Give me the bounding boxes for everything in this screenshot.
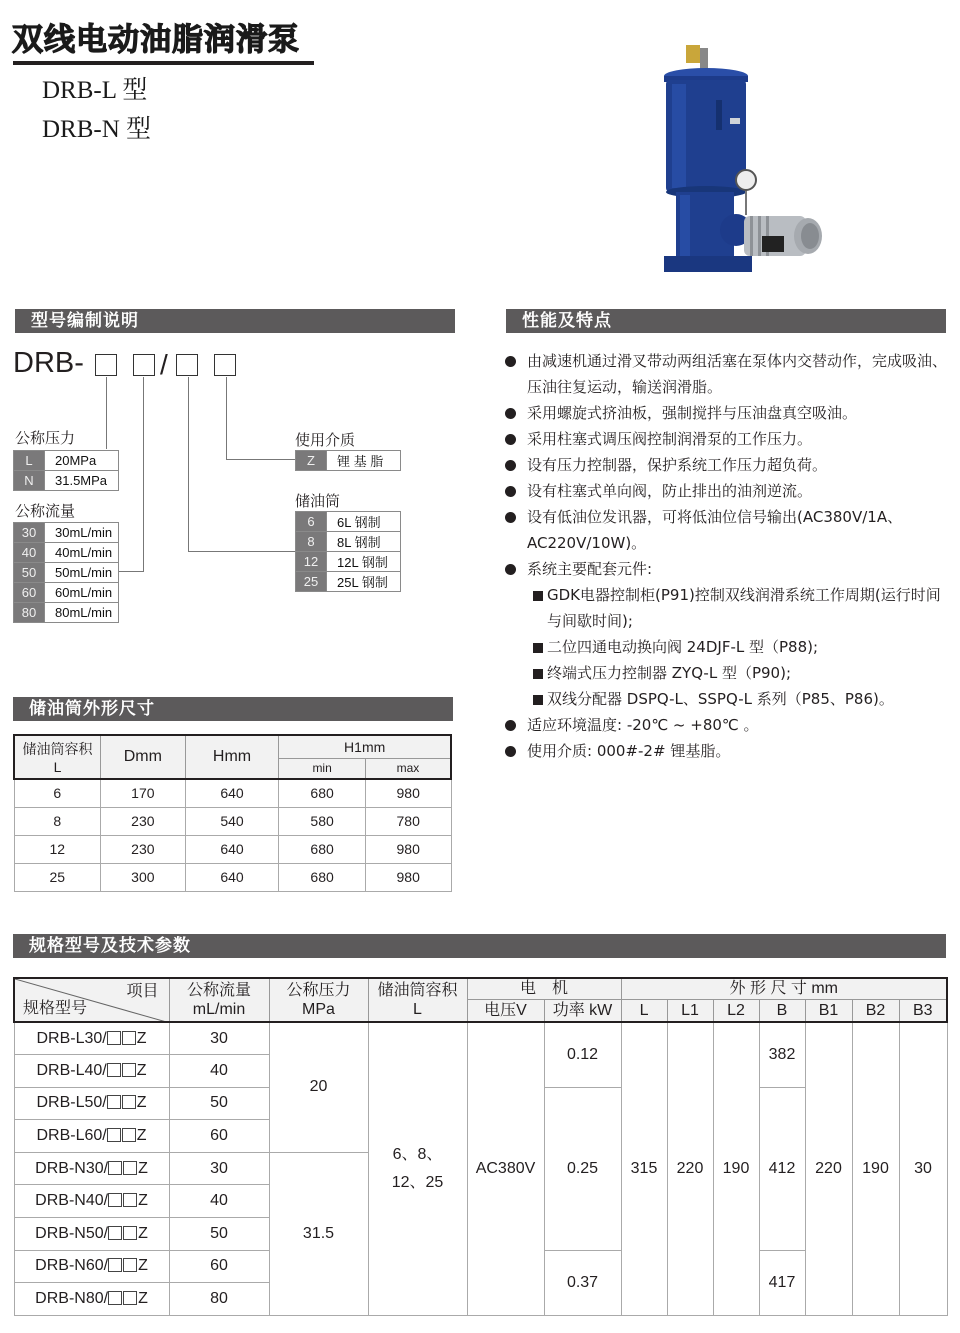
legend-row: 25 25L 钢制 xyxy=(296,572,401,592)
col-header-pressure: 公称压力 MPa xyxy=(269,978,368,1022)
col-header-d: Dmm xyxy=(101,735,186,779)
power-cell-1: 0.12 xyxy=(544,1022,621,1087)
pump-illustration-icon xyxy=(658,40,833,275)
col-header-flow: 公称流量 mL/min xyxy=(169,978,269,1022)
col-header-volume: 储油筒容积 L xyxy=(14,735,101,779)
model-cell: DRB-N40/ Z xyxy=(14,1185,169,1218)
col-header-max: max xyxy=(365,758,451,779)
legend-row: 40 40mL/min xyxy=(14,543,119,563)
bullet-icon xyxy=(505,720,516,731)
power-cell-3: 0.37 xyxy=(544,1250,621,1315)
col-header-dims: 外 形 尺 寸 mm xyxy=(621,978,947,999)
section-header-features: 性能及特点 xyxy=(506,309,946,333)
connector-flow-v xyxy=(143,377,144,571)
bullet-icon xyxy=(505,434,516,445)
code-slot-flow xyxy=(133,354,155,376)
feature-subitem: 终端式压力控制器 ZYQ-L 型（P90); xyxy=(505,660,950,686)
legend-row: 8 8L 钢制 xyxy=(296,532,401,552)
product-photo xyxy=(658,40,833,275)
section-header-tank-dims: 储油筒外形尺寸 xyxy=(13,697,453,721)
code-slot-medium xyxy=(214,354,236,376)
model-cell: DRB-N80/ Z xyxy=(14,1283,169,1316)
legend-row: 80 80mL/min xyxy=(14,603,119,623)
feature-item: 采用柱塞式调压阀控制润滑泵的工作压力。 xyxy=(505,426,950,452)
bullet-icon xyxy=(505,486,516,497)
model-cell: DRB-L60/ Z xyxy=(14,1120,169,1153)
section-header-specs: 规格型号及技术参数 xyxy=(13,934,946,958)
tank-dimensions-table xyxy=(13,734,452,892)
connector-pressure xyxy=(106,377,107,449)
table-row: 25 300 640 680 980 xyxy=(14,863,451,891)
feature-item: 使用介质: 000#-2# 锂基脂。 xyxy=(505,738,950,764)
col-header-B: B xyxy=(759,999,805,1022)
col-header-power: 功率 kW xyxy=(544,999,621,1022)
model-cell: DRB-N60/ Z xyxy=(14,1250,169,1283)
col-header-motor: 电 机 xyxy=(467,978,621,999)
col-header-h1: H1mm xyxy=(279,735,451,758)
bullet-icon xyxy=(505,746,516,757)
col-header-model-item: 项目 规格型号 xyxy=(14,978,169,1022)
col-header-h: Hmm xyxy=(185,735,279,779)
section-header-coding: 型号编制说明 xyxy=(15,309,455,333)
page-title: 双线电动油脂润滑泵 xyxy=(12,22,300,58)
b-cell-3: 417 xyxy=(759,1250,805,1315)
bullet-icon xyxy=(505,512,516,523)
voltage-cell: AC380V xyxy=(467,1022,544,1315)
legend-row: Z 锂 基 脂 xyxy=(296,451,401,471)
title-underline xyxy=(13,61,314,65)
legend-table-pressure xyxy=(13,450,119,491)
feature-item: 设有低油位发讯器，可将低油位信号输出(AC380V/1A、AC220V/10W)。 xyxy=(505,504,950,556)
power-cell-2: 0.25 xyxy=(544,1087,621,1250)
model-cell: DRB-L40/ Z xyxy=(14,1055,169,1088)
col-header-L1: L1 xyxy=(667,999,713,1022)
col-header-B3: B3 xyxy=(899,999,947,1022)
legend-row: L 20MPa xyxy=(14,451,119,471)
table-row: DRB-L50/ Z 50 0.25 412 xyxy=(14,1087,947,1120)
model-cell: DRB-L50/ Z xyxy=(14,1087,169,1120)
connector-medium-h xyxy=(226,459,296,460)
feature-item: 设有压力控制器，保护系统工作压力超负荷。 xyxy=(505,452,950,478)
feature-item: 适应环境温度: -20℃ ~ +80℃ 。 xyxy=(505,712,950,738)
col-header-voltage: 电压V xyxy=(467,999,544,1022)
pressure-cell-l: 20 xyxy=(269,1022,368,1152)
model-cell: DRB-N30/ Z xyxy=(14,1152,169,1185)
feature-item: 系统主要配套元件: xyxy=(505,556,950,582)
connector-tank-v xyxy=(188,377,189,551)
legend-table-flow xyxy=(13,522,119,623)
model-name-l: DRB-L 型 xyxy=(42,77,148,104)
col-header-B2: B2 xyxy=(852,999,899,1022)
model-name-n: DRB-N 型 xyxy=(42,116,152,143)
table-row: 12 230 640 680 980 xyxy=(14,835,451,863)
connector-medium-v xyxy=(226,377,227,459)
legend-row: N 31.5MPa xyxy=(14,471,119,491)
legend-label-flow: 公称流量 xyxy=(15,502,76,520)
legend-row: 50 50mL/min xyxy=(14,563,119,583)
legend-label-pressure: 公称压力 xyxy=(15,429,76,447)
table-row: DRB-N80/ Z 80 xyxy=(14,1283,947,1316)
table-row: DRB-N60/ Z 60 0.37 417 xyxy=(14,1250,947,1283)
feature-subitem: GDK电器控制柜(P91)控制双线润滑系统工作周期(运行时间与间歇时间); xyxy=(505,582,950,634)
square-bullet-icon xyxy=(533,643,543,653)
pressure-cell-n: 31.5 xyxy=(269,1152,368,1315)
col-header-tank: 储油筒容积 L xyxy=(368,978,467,1022)
code-slash: / xyxy=(160,349,168,380)
legend-label-medium: 使用介质 xyxy=(295,431,356,449)
table-row: 6 170 640 680 980 xyxy=(14,779,451,807)
col-header-min: min xyxy=(279,758,366,779)
table-row: DRB-L30/ Z 30 20 6、8、 12、25 AC380V 0.12 315 220 190 382 220 190 30 xyxy=(14,1022,947,1055)
legend-row: 60 60mL/min xyxy=(14,583,119,603)
col-header-B1: B1 xyxy=(805,999,852,1022)
square-bullet-icon xyxy=(533,669,543,679)
legend-row: 12 12L 钢制 xyxy=(296,552,401,572)
feature-item: 由减速机通过滑叉带动两组活塞在泵体内交替动作，完成吸油、压油往复运动，输送润滑脂。 xyxy=(505,348,950,400)
legend-table-tank xyxy=(295,511,401,592)
table-row: DRB-N50/ Z 50 xyxy=(14,1218,947,1251)
code-slot-pressure xyxy=(95,354,117,376)
bullet-icon xyxy=(505,408,516,419)
feature-item: 设有柱塞式单向阀，防止排出的油剂逆流。 xyxy=(505,478,950,504)
bullet-icon xyxy=(505,564,516,575)
connector-tank-h xyxy=(188,551,296,552)
col-header-L2: L2 xyxy=(713,999,759,1022)
features-list xyxy=(505,348,950,764)
code-prefix: DRB- xyxy=(13,347,84,379)
code-slot-tank xyxy=(176,354,198,376)
table-row: DRB-N40/ Z 40 xyxy=(14,1185,947,1218)
bullet-icon xyxy=(505,356,516,367)
table-row: 8 230 540 580 780 xyxy=(14,807,451,835)
legend-label-tank: 储油筒 xyxy=(295,492,341,510)
square-bullet-icon xyxy=(533,695,543,705)
b-cell-2: 412 xyxy=(759,1087,805,1250)
legend-row: 30 30mL/min xyxy=(14,523,119,543)
model-cell: DRB-L30/ Z xyxy=(14,1022,169,1055)
table-row: DRB-L40/ Z 40 xyxy=(14,1055,947,1088)
legend-row: 6 6L 钢制 xyxy=(296,512,401,532)
b-cell-1: 382 xyxy=(759,1022,805,1087)
tank-cell: 6、8、 12、25 xyxy=(368,1022,467,1315)
legend-table-medium xyxy=(295,450,401,471)
feature-subitem: 双线分配器 DSPQ-L、SSPQ-L 系列（P85、P86)。 xyxy=(505,686,950,712)
table-row: DRB-L60/ Z 60 xyxy=(14,1120,947,1153)
table-row: DRB-N30/ Z 30 31.5 xyxy=(14,1152,947,1185)
bullet-icon xyxy=(505,460,516,471)
connector-flow-h xyxy=(118,571,144,572)
model-cell: DRB-N50/ Z xyxy=(14,1218,169,1251)
col-header-L: L xyxy=(621,999,667,1022)
spec-table xyxy=(13,977,948,1316)
feature-subitem: 二位四通电动换向阀 24DJF-L 型（P88); xyxy=(505,634,950,660)
feature-item: 采用螺旋式挤油板，强制搅拌与压油盘真空吸油。 xyxy=(505,400,950,426)
square-bullet-icon xyxy=(533,591,543,601)
